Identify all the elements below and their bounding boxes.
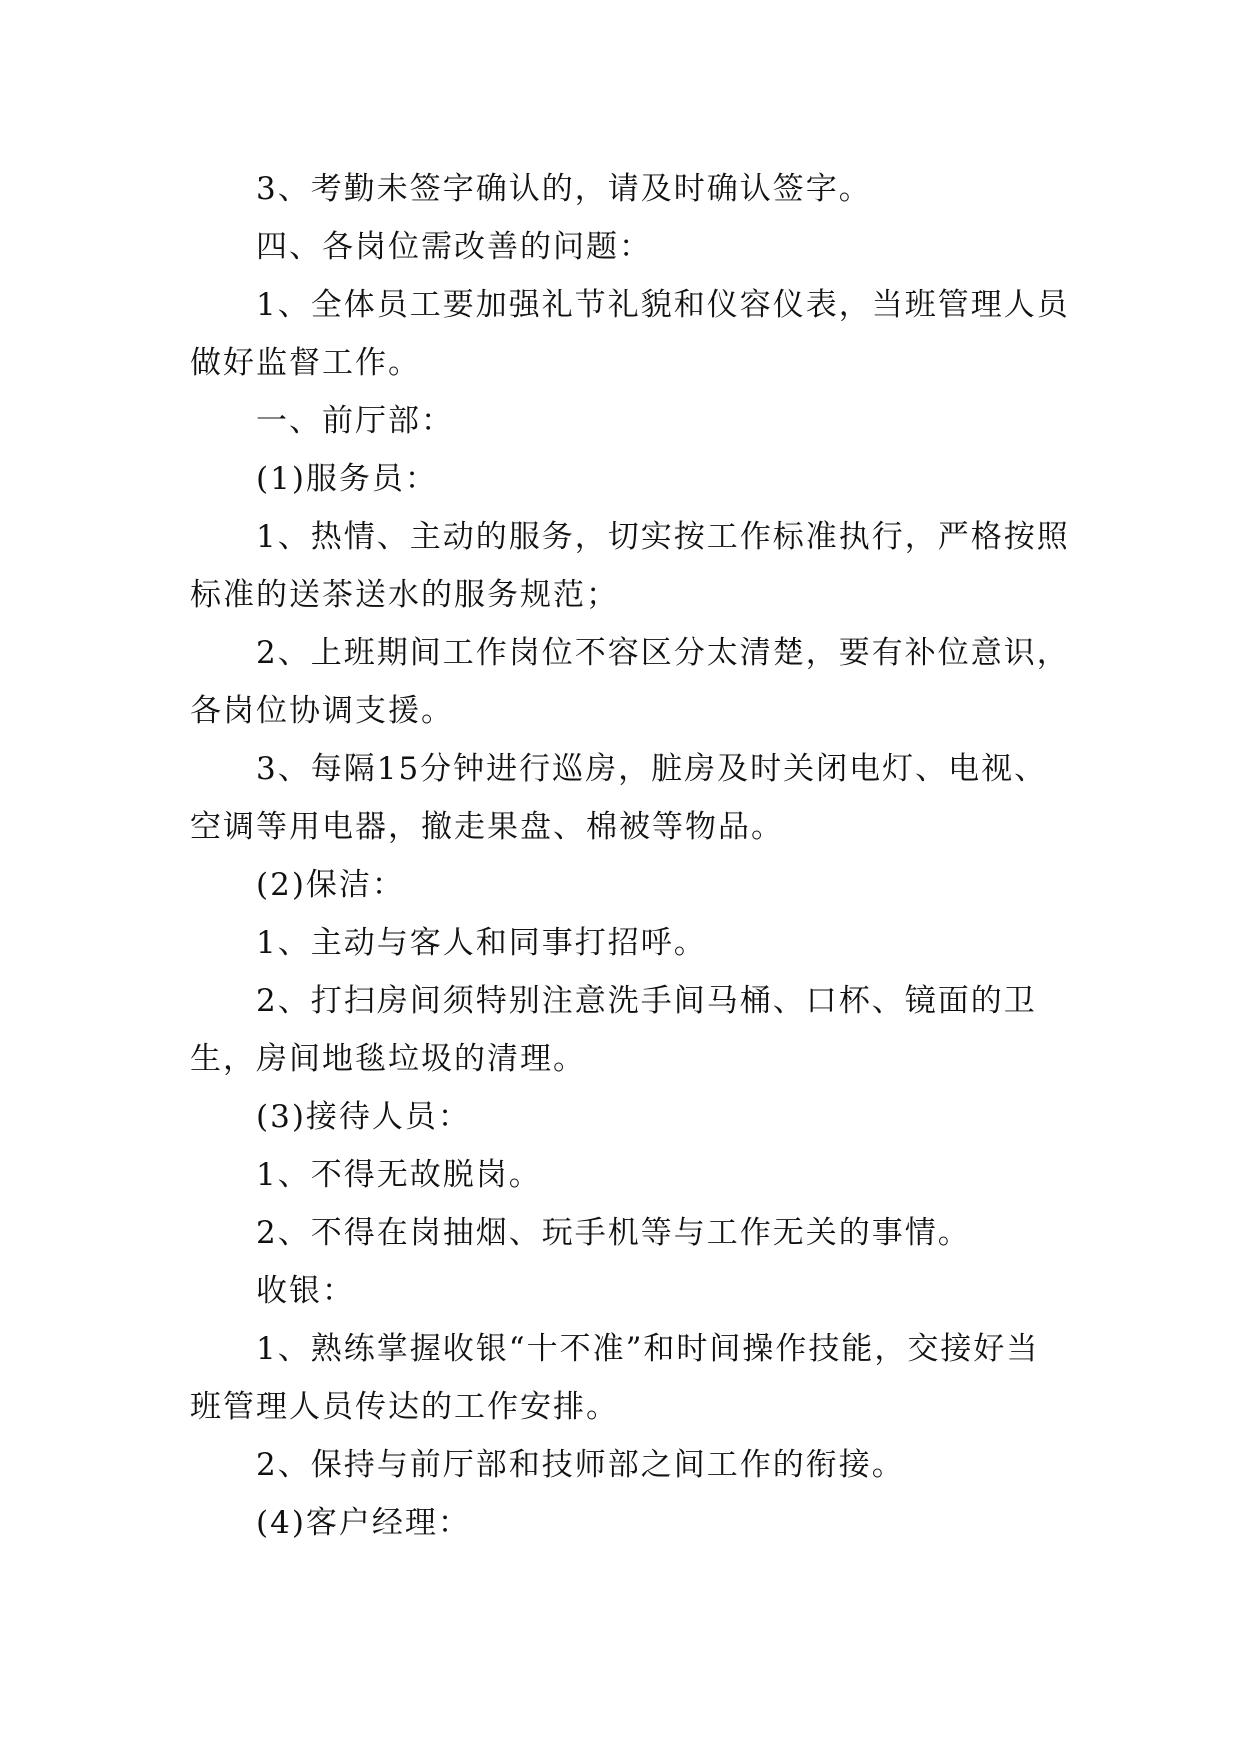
paragraph-cashier-skills: 1、熟练掌握收银“十不准”和时间操作技能，交接好当班管理人员传达的工作安排。 (190, 1331, 1040, 1425)
paragraph-reception-no-smoking-phones: 2、不得在岗抽烟、玩手机等与工作无关的事情。 (256, 1215, 971, 1251)
subheading-cleaning: (2)保洁： (256, 867, 405, 903)
subheading-cashier: 收银： (256, 1273, 355, 1309)
subheading-attendants: (1)服务员： (256, 461, 438, 497)
subheading-reception-staff: (3)接待人员： (256, 1099, 471, 1135)
paragraph-attendant-coordination: 2、上班期间工作岗位不容区分太清楚，要有补位意识，各岗位协调支援。 (190, 635, 1070, 729)
paragraph-etiquette-supervision: 1、全体员工要加强礼节礼貌和仪容仪表，当班管理人员做好监督工作。 (190, 287, 1070, 381)
heading-front-office: 一、前厅部： (256, 403, 454, 439)
heading-issues-to-improve: 四、各岗位需改善的问题： (256, 229, 652, 265)
paragraph-cashier-coordination: 2、保持与前厅部和技师部之间工作的衔接。 (256, 1447, 905, 1483)
paragraph-reception-no-absence: 1、不得无故脱岗。 (256, 1157, 542, 1193)
subheading-account-manager: (4)客户经理： (256, 1505, 471, 1541)
paragraph-cleaning-greeting: 1、主动与客人和同事打招呼。 (256, 925, 707, 961)
document-body (190, 160, 1070, 1552)
paragraph-attendance-signature: 3、考勤未签字确认的，请及时确认签字。 (256, 171, 872, 207)
paragraph-attendant-service-standard: 1、热情、主动的服务，切实按工作标准执行，严格按照标准的送茶送水的服务规范； (190, 519, 1070, 613)
paragraph-cleaning-room-hygiene: 2、打扫房间须特别注意洗手间马桶、口杯、镜面的卫生，房间地毯垃圾的清理。 (190, 983, 1037, 1077)
paragraph-attendant-room-patrol: 3、每隔15分钟进行巡房，脏房及时关闭电灯、电视、空调等用电器，撤走果盘、棉被等物品。 (190, 751, 1048, 845)
